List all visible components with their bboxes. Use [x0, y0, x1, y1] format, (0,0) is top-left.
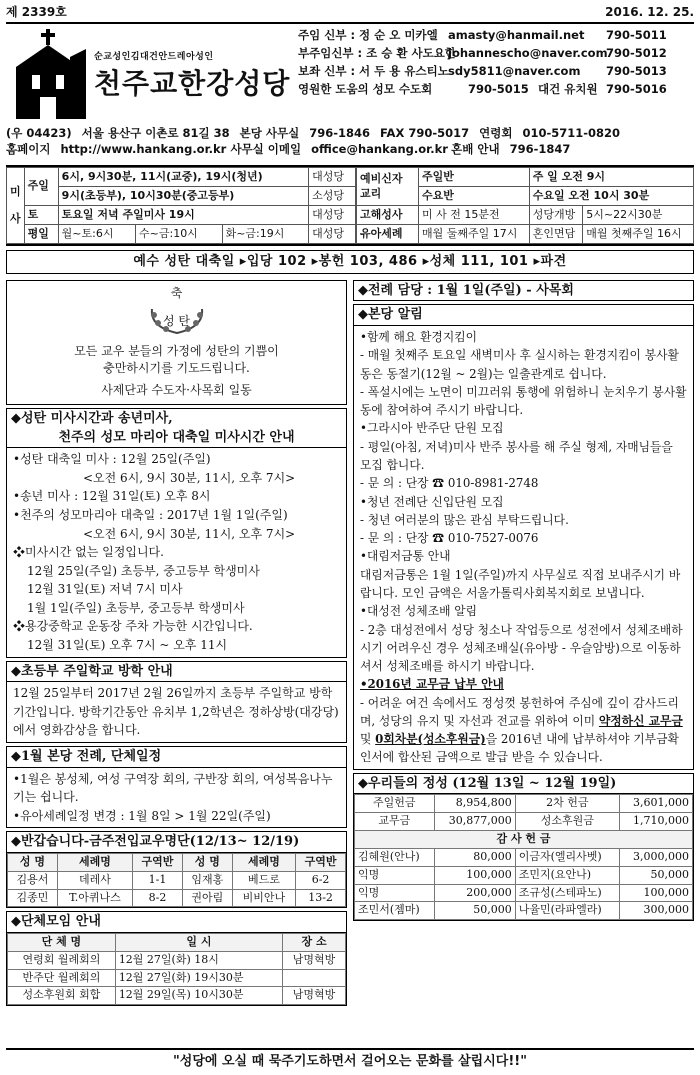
- table-row: 성소후원회 회합 12월 29일(목) 10시30분 남명혁방: [8, 987, 346, 1005]
- table-row: 반주단 월례회의 12월 27일(화) 19시30분: [8, 969, 346, 987]
- welcome-list: ◆반갑습니다-금주전입교우명단(12/13~ 12/19) 성 명 세례명 구역반 성 명 세례명 구역반 김용서 데레사 1-1 임재홍 베드로 6-2 김종민 T.아퀴나스 8-2 권아림 비비안나 13-2: [6, 831, 347, 908]
- contact-line: 홈페이지 http://www.hankang.or.kr 사무실 이메일 office@hankang.or.kr 혼배 안내 796-1847: [6, 142, 571, 157]
- homepage-link[interactable]: http://www.hankang.or.kr: [60, 142, 227, 157]
- table-row: 조민서(젬마) 50,000 나율민(라파엘라) 300,000: [355, 902, 693, 920]
- logo-title: 천주교한강성당: [94, 67, 291, 101]
- table-row: 김혜원(안나) 80,000 이금자(엘리사벳) 3,000,000: [355, 848, 693, 866]
- left-column: [6, 280, 347, 1009]
- email-link[interactable]: office@hankang.or.kr: [311, 142, 448, 157]
- issue-number: 제 2339호: [6, 5, 67, 19]
- mass-table: 미 사 주일 6시, 9시30분, 11시(교중), 19시(청년) 대성당 9시(초등부), 10시30분(중고등부) 소성당 토 토요일 저녁 주일미사 19시 대성당 평일 월~토:6시 수~금:10시 화~금:19시 대성당: [6, 167, 356, 244]
- issue-date: 2016. 12. 25.: [605, 5, 694, 19]
- header: [6, 27, 694, 123]
- january-notice: ◆1월 본당 전례, 단체일정 •1월은 봉성체, 여성 구역장 회의, 구반장 회의, 여성복음나누기는 쉽니다. •유아세례일정 변경 : 1월 8일 > 1월 22일(주일): [6, 746, 347, 828]
- table-row: 김종민 T.아퀴나스 8-2 권아림 비비안나 13-2: [8, 889, 346, 907]
- footer-slogan: "성당에 오실 때 묵주기도하면서 걸어오는 문화를 살립시다!!": [6, 1048, 694, 1071]
- address-block: [6, 125, 694, 157]
- offering-report: ◆우리들의 정성 (12월 13일 ~ 12월 19일) 주일헌금 8,954,800 2차 헌금 3,601,000 교무금 30,877,000 성소후원금 1,710,000 감 사 헌 금 김혜원(안나) 80,000 이금자(엘리사벳) 3,000,000 익명 100,000 조민지(요안나) 50,000 익명 200,000 조규성(스테파노) 100,000 조민서(젬마) 50,000 나율민(라파엘라) 300,000: [353, 773, 694, 921]
- staff-row: 부주임신부 : 조 승 환 사도요한 johannescho@naver.com 790-5012: [298, 46, 667, 61]
- group-meetings: ◆단체모임 안내 단 체 명 일 시 장 소 연령회 월례회의 12월 27일(화) 18시 남명혁방 반주단 월례회의 12월 27일(화) 19시30분 성소후원회 회합 12월 29일(목) 10시30분 남명혁방: [6, 911, 347, 1006]
- issue-bar: [6, 4, 694, 24]
- mass-schedule: [6, 165, 694, 246]
- address-line: (우 04423) 서울 용산구 이촌로 81길 38 본당 사무실 796-1846 FAX 790-5017 연령회 010-5711-0820: [6, 126, 621, 141]
- mass-time-notice: ◆성탄 미사시간과 송년미사, 천주의 성모 마리아 대축일 미사시간 안내 •성탄 대축일 미사 : 12월 25일(주일) <오전 6시, 9시 30분, 11시, 오후 7시> •송년 미사 : 12월 31일(토) 오후 8시 •천주의 성모마리아 대축일 : 2017년 1월 1일(주일) <오전 6시, 9시 30분, 11시, 오후 7시> ❖미사시간 없는 일정입니다. 12월 25일(주일) 초등부, 중고등부 학생미사 12월 31일(토) 저녁 7시 미사 1월 1일(주일) 초등부, 중고등부 학생미사 ❖용강중학교 운동장 주차 가능한 시간입니다. 12월 31일(토) 오후 7시 ~ 오후 11시: [6, 408, 347, 658]
- table-row: 익명 200,000 조규성(스테파노) 100,000: [355, 884, 693, 902]
- catechism-table: 예비신자 교리 주일반 주 일 오전 9시 수요반 수요일 오전 10시 30분 고해성사 미 사 전 15분전 성당개방 5시~22시30분 유아세례 매월 둘째주일 17시 혼인면담 매월 첫째주일 16시: [356, 167, 694, 244]
- staff-row: 영원한 도움의 성모 수도회 790-5015 대건 유치원 790-5016: [298, 82, 667, 97]
- staff-row: 보좌 신부 : 서 두 용 유스티노 sdy5811@naver.com 790-5013: [298, 64, 667, 79]
- table-row: 김용서 데레사 1-1 임재홍 베드로 6-2: [8, 871, 346, 889]
- school-notice: ◆초등부 주일학교 방학 안내 12월 25일부터 2017년 2월 26일까지 초등부 주일학교 방학기간입니다. 방학기간동안 유치부 1,2학년은 정하상방(대강당)에서 영화감상을 합니다.: [6, 661, 347, 743]
- right-column: [353, 280, 694, 1009]
- church-icon: [10, 27, 90, 119]
- liturgy-duty: ◆전례 담당 : 1월 1일(주일) - 사목회: [353, 280, 694, 302]
- staff-list: [298, 27, 694, 123]
- parish-notices: ◆본당 알림 •함께 해요 환경지킴이 - 매월 첫째주 토요일 새벽미사 후 실시하는 환경지킴이 봉사활동은 동절기(12월 ~ 2월)는 일출관계로 쉽니다. - 폭설시에는 노면이 미끄러워 통행에 위험하니 눈치우기 봉사활동에 참여하여 주시기 바랍니다. •그라시아 반주단 단원 모집 - 평일(아침, 저녁)미사 반주 봉사를 해 주실 형제, 자매님들을 모집 합니다. - 문 의 : 단장 ☎ 010-8981-2748 •청년 전례단 신입단원 모집 - 청년 여러분의 많은 관심 부탁드립니다. - 문 의 : 단장 ☎ 010-7527-0076 •대림저금통 안내 대림저금통은 1월 1일(주일)까지 사무실로 직접 보내주시기 바랍니다. 모인 금액은 서울가톨릭사회복지회로 보냅니다. •대성전 성체조배 알림 - 2층 대성전에서 성당 청소나 작업등으로 성전에서 성체조배하시기 어려우신 경우 성체조배실(유아방 - 우슬암방)으로 이동하셔서 성체조배를 하시기 바랍니다. •2016년 교무금 납부 안내 - 어려운 여건 속에서도 정성껏 봉헌하여 주심에 깊이 감사드리며, 성당의 유지 및 자선과 전교를 위하여 이미 약정하신 교무금 및 0회차분(성소후원금)을 2016년 내에 납부하셔야 기부금확인서에 합산된 금액으로 발급 받을 수 있습니다.: [353, 304, 694, 769]
- table-row: 교무금 30,877,000 성소후원금 1,710,000: [355, 813, 693, 831]
- logo: [6, 27, 298, 123]
- table-row: 주일헌금 8,954,800 2차 헌금 3,601,000: [355, 795, 693, 813]
- logo-subtitle: 순교성인김대건안드레아성인: [94, 52, 214, 63]
- table-row: 연령회 월례회의 12월 27일(화) 18시 남명혁방: [8, 951, 346, 969]
- staff-row: 주임 신부 : 정 순 오 미카엘 amasty@hanmail.net 790-5011: [298, 28, 667, 43]
- table-row: 익명 100,000 조민지(요안나) 50,000: [355, 866, 693, 884]
- christmas-greeting: 축 성 탄 모든 교우 분들의 가정에 성탄의 기쁨이 충만하시기를 기도드립니다. 사제단과 수도자·사목회 일동: [6, 280, 347, 405]
- liturgy-bar: 예수 성탄 대축일 ▸입당 102 ▸봉헌 103, 486 ▸성체 111, 101 ▸파견: [6, 250, 694, 274]
